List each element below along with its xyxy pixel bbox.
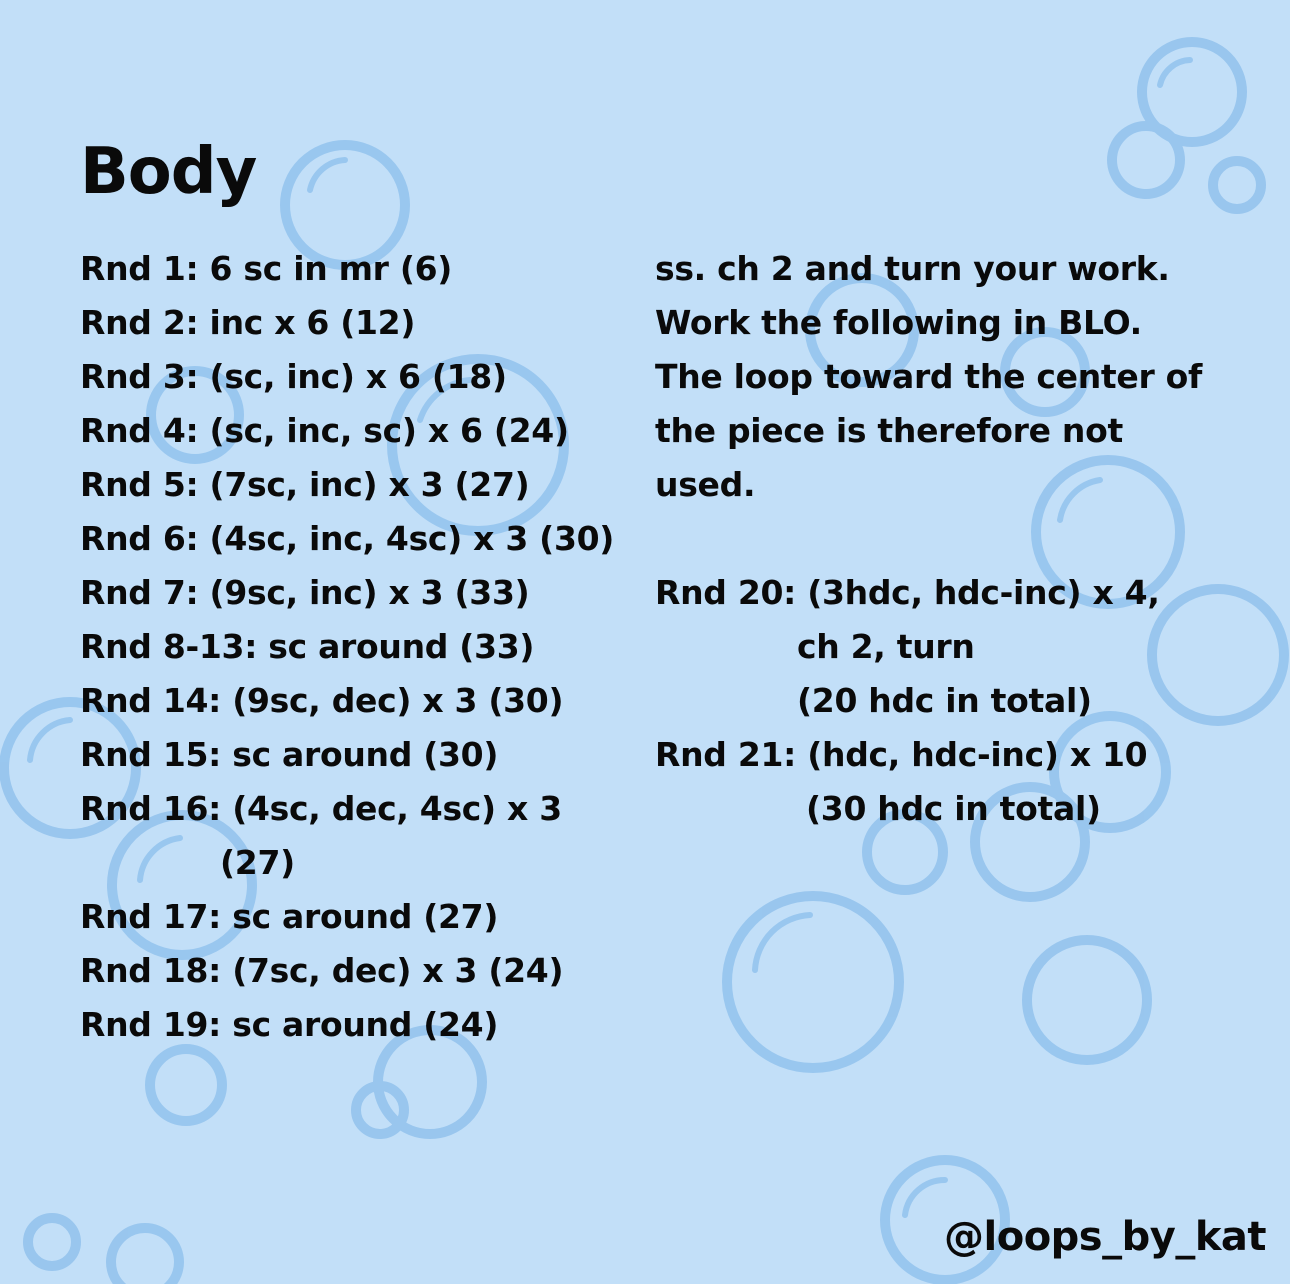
instruction-line-2: Work the following in BLO.: [655, 303, 1142, 342]
bubble-highlight: [755, 915, 810, 970]
round-16-count: (27): [220, 843, 295, 882]
round-21-total: (30 hdc in total): [806, 789, 1101, 828]
instruction-line-4: the piece is therefore not: [655, 411, 1123, 450]
instruction-line-5: used.: [655, 465, 756, 504]
round-17: Rnd 17: sc around (27): [80, 897, 499, 936]
round-21: Rnd 21: (hdc, hdc-inc) x 10: [655, 735, 1148, 774]
bubble: [1027, 940, 1147, 1060]
round-16: Rnd 16: (4sc, dec, 4sc) x 3: [80, 789, 562, 828]
instruction-line-1: ss. ch 2 and turn your work.: [655, 249, 1170, 288]
round-4: Rnd 4: (sc, inc, sc) x 6 (24): [80, 411, 569, 450]
bubble-highlight: [1060, 480, 1100, 520]
instruction-line-3: The loop toward the center of: [655, 357, 1203, 396]
bubble: [111, 1228, 179, 1284]
round-8-13: Rnd 8-13: sc around (33): [80, 627, 535, 666]
bubble: [1213, 161, 1261, 209]
round-14: Rnd 14: (9sc, dec) x 3 (30): [80, 681, 564, 720]
round-15: Rnd 15: sc around (30): [80, 735, 499, 774]
bubble-highlight: [1160, 60, 1190, 85]
bubble: [1112, 126, 1180, 194]
round-20-cont: ch 2, turn: [797, 627, 975, 666]
round-5: Rnd 5: (7sc, inc) x 3 (27): [80, 465, 530, 504]
round-18: Rnd 18: (7sc, dec) x 3 (24): [80, 951, 564, 990]
round-7: Rnd 7: (9sc, inc) x 3 (33): [80, 573, 530, 612]
bubble: [28, 1218, 76, 1266]
bubble-highlight: [30, 720, 70, 760]
author-handle: @loops_by_kat: [944, 1214, 1267, 1260]
bubble-highlight: [140, 838, 180, 880]
round-20-total: (20 hdc in total): [797, 681, 1092, 720]
bubble-highlight: [310, 160, 345, 190]
page-title: Body: [80, 135, 257, 209]
bubble-highlight: [905, 1180, 945, 1215]
round-1: Rnd 1: 6 sc in mr (6): [80, 249, 453, 288]
round-19: Rnd 19: sc around (24): [80, 1005, 499, 1044]
round-6: Rnd 6: (4sc, inc, 4sc) x 3 (30): [80, 519, 615, 558]
bubble: [727, 896, 899, 1068]
round-3: Rnd 3: (sc, inc) x 6 (18): [80, 357, 507, 396]
round-20: Rnd 20: (3hdc, hdc-inc) x 4,: [655, 573, 1160, 612]
bubble: [150, 1049, 222, 1121]
bubble: [1152, 589, 1284, 721]
round-2: Rnd 2: inc x 6 (12): [80, 303, 416, 342]
